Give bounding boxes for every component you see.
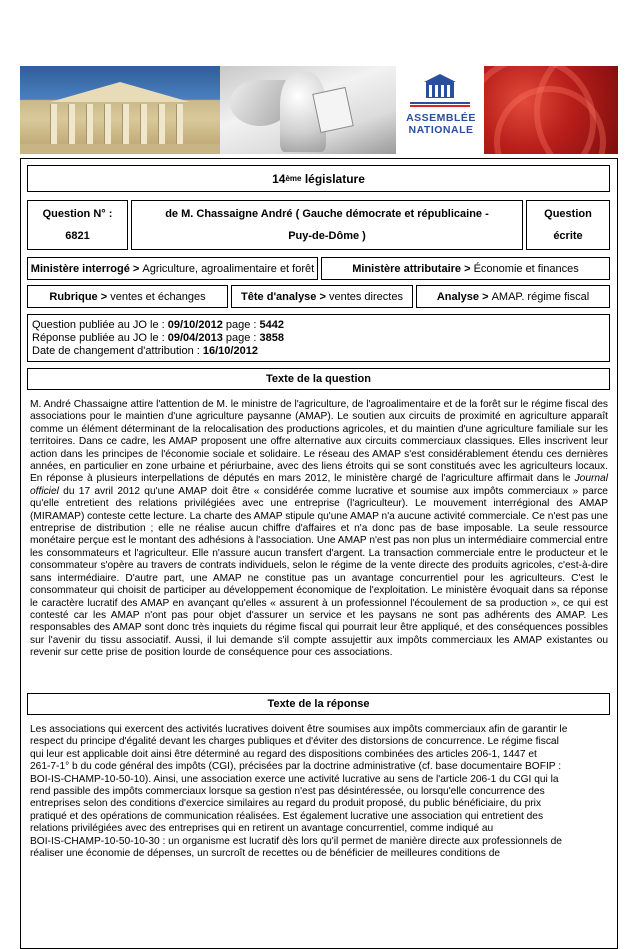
question-page-label: page : (225, 319, 257, 331)
analyse-label: Analyse > (436, 290, 489, 303)
response-line: 261-7-1° b du code général des impôts (CGI), précisées par la doctrine administrative (cf. base documentaire BOFIP : (30, 761, 562, 773)
question-text (30, 399, 608, 660)
response-line: rend passible des impôts commerciaux lorsque sa gestion n'est pas désintéressée, ou lorsqu'elle concurrence des (30, 786, 545, 798)
response-line: BOI-IS-CHAMP-10-50-10-30 : un organisme est lucratif dès lors qu'il permet de manière directe aux professionnels de (30, 835, 562, 847)
ministere-attributaire-label: Ministère attributaire > (352, 262, 471, 275)
ministere-interroge-label: Ministère interrogé > (30, 262, 140, 275)
question-published-date: 09/10/2012 (167, 319, 223, 331)
document-page (20, 66, 618, 860)
question-type-line-1: Question (544, 208, 592, 220)
response-page-label: page : (225, 332, 257, 344)
question-author-cell (131, 200, 523, 250)
tete-analyse-cell (231, 285, 413, 308)
question-published-line (32, 319, 284, 331)
statue-image (220, 66, 396, 154)
ministere-attributaire-cell (321, 257, 610, 280)
attribution-change-date: 16/10/2012 (202, 345, 258, 357)
rubrique-label: Rubrique > (49, 290, 108, 303)
question-section-title: Texte de la question (27, 368, 610, 390)
author-line-2: Puy-de-Dôme ) (288, 230, 366, 242)
response-page: 3858 (259, 332, 285, 344)
question-number-cell (27, 200, 128, 250)
logo-line-1: ASSEMBLÉE (406, 112, 476, 124)
analyse-value: AMAP. régime fiscal (491, 290, 590, 303)
tete-analyse-value: ventes directes (328, 290, 403, 303)
legislature-suffix: ème (285, 174, 302, 183)
question-text-part-1: M. André Chassaigne attire l'attention de M. le ministre de l'agriculture, de l'agroalimentaire et de la forêt sur le régime fiscal des associations pour le maintien d'une agriculture paysanne (AMAP). Le soutien aux circuits de proximité en agriculture apparaît comme un élément déterminant de la relocalisation des productions agricoles, et du maintien d'une agriculture familiale sur les territoires. Dans ce cadre, les AMAP proposent une offre alternative aux circuits commerciaux classiques. Elles inscrivent leur action dans les principes de l'économie sociale et solidaire. Le réseau des AMAP s'est considérablement étendu ces dernières années, en particulier en zone urbaine et périurbaine, avec des liens étroits qui se sont constitués avec les agriculteurs locaux. En réponse à plusieurs interpellations de députés en mars 2012, le ministère chargé de l'agriculture affirmait dans le (30, 399, 608, 485)
ministere-attributaire-value: Économie et finances (473, 262, 579, 275)
header-banner (20, 66, 618, 154)
question-page: 5442 (259, 319, 285, 331)
response-published-date: 09/04/2013 (167, 332, 223, 344)
response-line: entreprises selon des conditions d'exercice similaires au regard du produit proposé, du public bénéficiaire, du prix (30, 798, 542, 810)
question-published-prefix: Question publiée au JO le : (32, 319, 165, 331)
legislature-number: 14 (272, 171, 286, 186)
response-text (30, 724, 610, 860)
legislature-header (27, 165, 610, 192)
building-icon (426, 82, 454, 98)
response-published-line (32, 332, 284, 344)
assemblee-logo[interactable] (396, 66, 484, 154)
response-line: pratiqué et des opérations de communication réalisées. Est également lucrative une association qui entretient des (30, 810, 544, 822)
tete-analyse-label: Tête d'analyse > (241, 290, 326, 303)
question-text-journal: Journal officiel (30, 473, 608, 497)
response-line: relations privilégiées avec des entreprises qui en retirent un avantage concurrentiel, comme indiqué au (30, 823, 494, 835)
response-line: respect du principe d'égalité devant les charges publiques et d'éviter des distorsions de concurrence. Le régime fiscal (30, 736, 559, 748)
ministere-interroge-cell (27, 257, 318, 280)
question-text-part-2: du 17 avril 2012 qu'une AMAP doit être « considérée comme lucrative et soumise aux impôts commerciaux » parce qu'elle entretient des relations privilégiées avec une entreprise (l'agriculteur). Le mouvement interrégional des AMAP (MIRAMAP) conteste cette lecture. La charte des AMAP stipule qu'une AMAP n'a aucune activité commerciale. Ce n'est pas une entreprise de distribution ; elle ne réalise aucun chiffre d'affaires et n'a donc pas de base imposable. La seule ressource monétaire perçue est le montant des adhésions à l'association. Une AMAP n'est pas non plus un intermédiaire commercial entre les consommateurs et l'agriculteur. Elle n'assure aucun transfert d'argent. La transaction commerciale entre le producteur et le consommateur s'opère au travers de contrats individuels, selon le régime de la vente directe des produits agricoles, c'est-à-dire sans intermédiaire. D'autre part, une AMAP ne constitue pas un avantage concurrentiel pour les agriculteurs. C'est le consommateur qui choisit de participer au développement économique de l'exploitation. Le ministère évoquait dans sa réponse le caractère lucratif des AMAP en avançant qu'elles « assurent à un professionnel l'écoulement de sa production », ce qui est contesté car les AMAP n'ont pas pour objet d'assurer un service et les paysans ne sont pas adhérents des AMAP. Les responsables des AMAP sont donc très inquiets du régime fiscal qui pourrait leur être appliqué, et des conséquences possibles sur l'avenir du tissu associatif. Aussi, il lui demande s'il compte assujettir aux impôts commerciaux les AMAP existantes ou revenir sur cette prise de position lourde de conséquence pour ces associations. (30, 485, 608, 659)
ministere-interroge-value: Agriculture, agroalimentaire et forêt (142, 262, 315, 275)
rubrique-cell (27, 285, 228, 308)
publication-info (27, 314, 610, 362)
attribution-change-prefix: Date de changement d'attribution : (32, 345, 200, 357)
response-line: BOI-IS-CHAMP-10-50-10). Ainsi, une association exerce une activité lucrative au sens de l'article 206-1 du CGI qui la (30, 773, 559, 785)
question-type-cell (526, 200, 610, 250)
question-type-line-2: écrite (553, 230, 583, 242)
logo-line-2: NATIONALE (408, 124, 474, 136)
response-line: qui leur est applicable doit ainsi être déterminé au regard des dispositions combinées des articles 206-1, 1447 et (30, 748, 537, 760)
author-line-1: de M. Chassaigne André ( Gauche démocrate et républicaine - (165, 208, 489, 220)
question-number-label: Question N° : (42, 208, 113, 220)
analyse-cell (416, 285, 610, 308)
response-published-prefix: Réponse publiée au JO le : (32, 332, 165, 344)
hemicycle-image (484, 66, 618, 154)
palais-bourbon-image (20, 66, 220, 154)
response-line: réaliser une économie de dépenses, un surcroît de recettes ou de bénéficier de meilleures conditions de (30, 848, 501, 860)
rubrique-value: ventes et échanges (110, 290, 206, 303)
response-line: Les associations qui exercent des activités lucratives doivent être soumises aux impôts commerciaux afin de garantir le (30, 724, 568, 735)
response-section-title: Texte de la réponse (27, 693, 610, 715)
attribution-change-line (32, 345, 258, 357)
question-number: 6821 (65, 230, 90, 242)
legislature-label: législature (304, 171, 365, 186)
